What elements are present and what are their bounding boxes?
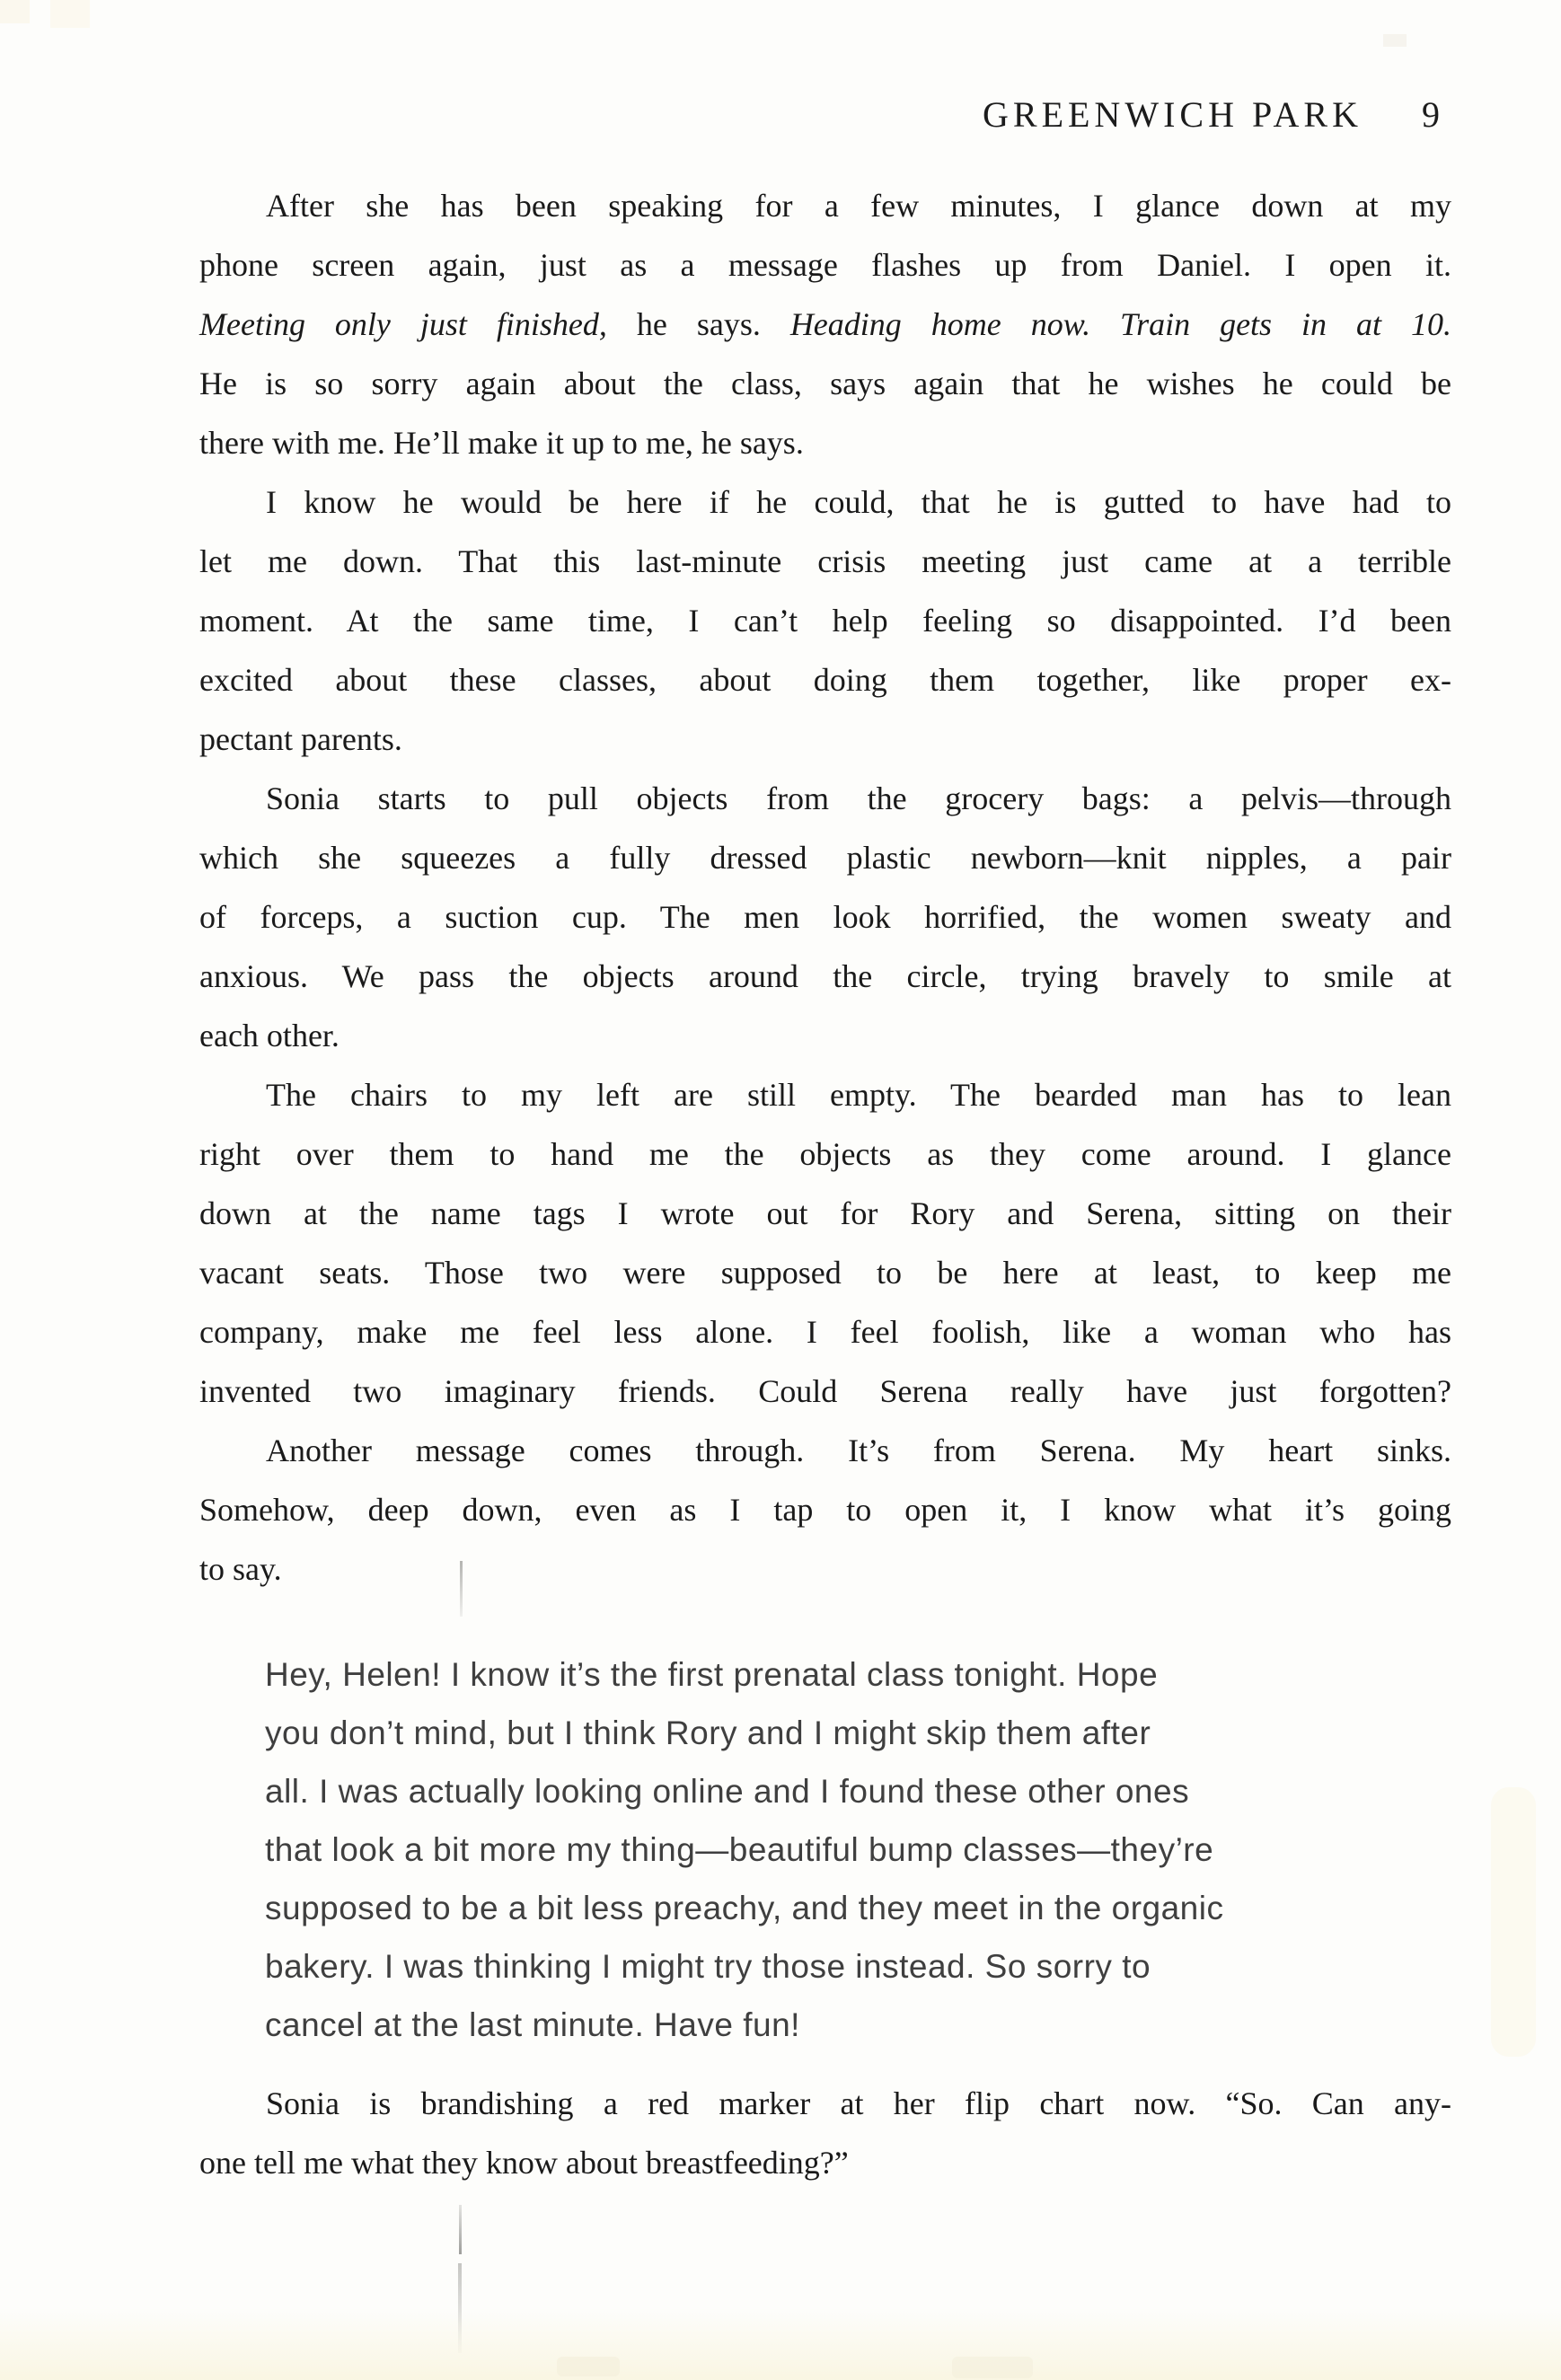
text-run: which she squeezes a fully dressed plastic newborn—knit nipples, a pair [199, 840, 1451, 876]
text-line [199, 710, 1451, 769]
text-run: to say. [199, 1551, 282, 1587]
italic-text-run: Heading home now. Train gets in at 10. [789, 306, 1452, 342]
text-run: that look a bit more my thing—beautiful bump classes—they’re [265, 1831, 1214, 1868]
text-run: I know he would be here if he could, that he is gutted to have had to [266, 484, 1451, 520]
scan-smudge [1383, 34, 1407, 47]
text-line [265, 1937, 1298, 1996]
text-line [199, 887, 1451, 947]
running-head [983, 93, 1444, 136]
paragraph [199, 1421, 1451, 1599]
text-run: you don’t mind, but I think Rory and I might skip them after [265, 1714, 1151, 1751]
text-line [199, 176, 1451, 235]
text-run: After she has been speaking for a few minutes, I glance down at my [266, 188, 1451, 224]
scan-smudge [0, 0, 30, 23]
text-line [199, 828, 1451, 887]
text-line [265, 1645, 1298, 1704]
text-run: excited about these classes, about doing them together, like proper ex- [199, 662, 1451, 698]
text-run: moment. At the same time, I can’t help feeling so disappointed. I’d been [199, 603, 1451, 639]
text-run: Hey, Helen! I know it’s the first prenatal class tonight. Hope [265, 1656, 1159, 1693]
text-line [199, 947, 1451, 1006]
text-line [199, 1480, 1451, 1539]
text-line [199, 1539, 1451, 1599]
text-run: vacant seats. Those two were supposed to be here at least, to keep me [199, 1255, 1451, 1291]
text-line [199, 1362, 1451, 1421]
text-line [199, 2133, 1451, 2192]
text-run: bakery. I was thinking I might try those instead. So sorry to [265, 1948, 1151, 1985]
text-run: let me down. That this last-minute crisis meeting just came at a terrible [199, 543, 1451, 579]
paragraph [199, 176, 1451, 472]
book-title: GREENWICH PARK [983, 94, 1363, 135]
scan-streak [458, 2263, 462, 2353]
body-text [199, 176, 1451, 2192]
scan-smudge [557, 2357, 620, 2376]
text-line [199, 769, 1451, 828]
text-run: right over them to hand me the objects as they come around. I glance [199, 1136, 1451, 1172]
text-run: there with me. He’ll make it up to me, he says. [199, 425, 804, 461]
text-line [199, 1421, 1451, 1480]
text-run: supposed to be a bit less preachy, and they meet in the organic [265, 1890, 1224, 1926]
text-run: down at the name tags I wrote out for Rory and Serena, sitting on their [199, 1195, 1451, 1231]
text-message-block [199, 1645, 1298, 2054]
text-run: of forceps, a suction cup. The men look horrified, the women sweaty and [199, 899, 1451, 935]
text-run: one tell me what they know about breastfeeding?” [199, 2145, 849, 2181]
page-number: 9 [1422, 94, 1444, 135]
text-line [199, 1006, 1451, 1065]
text-run: all. I was actually looking online and I found these other ones [265, 1773, 1190, 1810]
text-line [199, 1065, 1451, 1124]
text-run: Another message comes through. It’s from Serena. My heart sinks. [266, 1432, 1451, 1468]
text-run: Sonia is brandishing a red marker at her flip chart now. “So. Can any- [266, 2085, 1451, 2121]
scan-smudge [952, 2357, 1033, 2378]
text-line [199, 1243, 1451, 1302]
text-line [265, 1762, 1298, 1820]
text-run: anxious. We pass the objects around the circle, trying bravely to smile at [199, 958, 1451, 994]
italic-text-run: Meeting only just finished, [199, 306, 607, 342]
text-run: Somehow, deep down, even as I tap to open it, I know what it’s going [199, 1492, 1451, 1528]
paragraph [199, 472, 1451, 769]
text-line [199, 1302, 1451, 1362]
text-run: each other. [199, 1018, 340, 1053]
text-run: phone screen again, just as a message flashes up from Daniel. I open it. [199, 247, 1451, 283]
text-line [265, 1996, 1298, 2054]
text-line [199, 532, 1451, 591]
page-bottom-tint [0, 2308, 1561, 2380]
text-line [199, 591, 1451, 650]
scan-smudge [1491, 1787, 1536, 2057]
text-line [199, 2074, 1451, 2133]
text-run: invented two imaginary friends. Could Serena really have just forgotten? [199, 1373, 1451, 1409]
text-line [199, 235, 1451, 295]
text-run: Sonia starts to pull objects from the grocery bags: a pelvis—through [266, 780, 1451, 816]
text-line [199, 1184, 1451, 1243]
text-run: He is so sorry again about the class, says again that he wishes he could be [199, 366, 1451, 401]
scan-streak [459, 2205, 462, 2254]
text-line [199, 295, 1451, 354]
text-line [265, 1704, 1298, 1762]
text-run: cancel at the last minute. Have fun! [265, 2006, 800, 2043]
text-line [199, 413, 1451, 472]
text-run: pectant parents. [199, 721, 402, 757]
text-run: company, make me feel less alone. I feel foolish, like a woman who has [199, 1314, 1451, 1350]
text-line [265, 1820, 1298, 1879]
paragraph [199, 2074, 1451, 2192]
paragraph [199, 769, 1451, 1065]
scan-smudge [50, 0, 90, 28]
text-run: The chairs to my left are still empty. The bearded man has to lean [266, 1077, 1451, 1113]
text-line [199, 1124, 1451, 1184]
text-run: he says. [606, 306, 790, 342]
text-line [199, 650, 1451, 710]
text-line [265, 1879, 1298, 1937]
text-line [199, 472, 1451, 532]
paragraph [199, 1065, 1451, 1421]
text-line [199, 354, 1451, 413]
